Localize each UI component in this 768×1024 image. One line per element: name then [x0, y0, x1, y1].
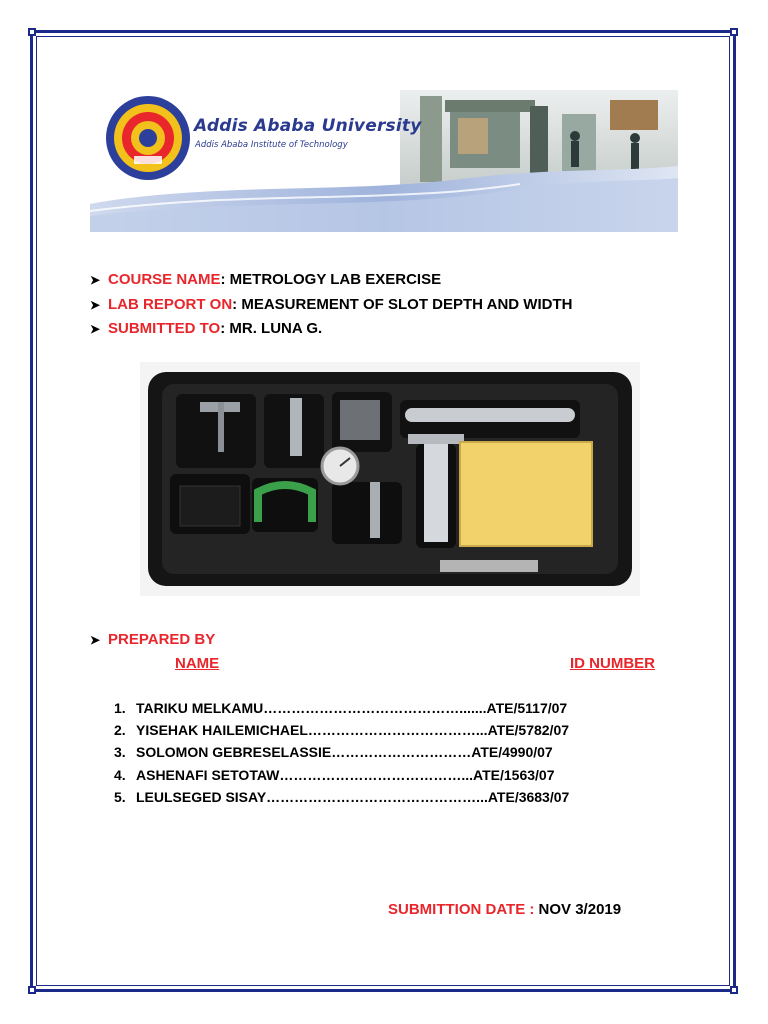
banner-graphic — [90, 86, 678, 232]
submission-date-value: NOV 3/2019 — [538, 901, 622, 918]
list-item-text: ASHENAFI SETOTAW…………………………………...ATE/1563/07 — [136, 767, 555, 783]
list-item-text: SOLOMON GEBRESELASSIE…………………………ATE/4990/07 — [136, 744, 553, 760]
course-name-label: COURSE NAME — [108, 271, 221, 288]
university-banner — [90, 86, 678, 232]
list-item-text: YISEHAK HAILEMICHAEL………………………………...ATE/5782/07 — [136, 722, 570, 738]
prepared-by-line — [90, 631, 215, 648]
list-item-number: 5. — [114, 789, 126, 805]
submitted-to-value: : MR. LUNA G. — [220, 320, 323, 337]
lab-report-value: : MEASUREMENT OF SLOT DEPTH AND WIDTH — [232, 296, 573, 313]
list-item — [114, 767, 555, 783]
university-name: Addis Ababa University — [194, 116, 422, 136]
list-item — [114, 700, 567, 716]
list-item-text: LEULSEGED SISAY………………………………………...ATE/3683/07 — [136, 789, 570, 805]
id-column-header: ID NUMBER — [570, 655, 655, 672]
course-name-value: : METROLOGY LAB EXERCISE — [220, 271, 442, 288]
border-corner — [28, 986, 36, 994]
arrow-bullet-icon: ➤ — [90, 322, 101, 336]
institute-name: Addis Ababa Institute of Technology — [195, 140, 348, 150]
name-column-header: NAME — [175, 655, 220, 672]
arrow-bullet-icon: ➤ — [90, 633, 101, 647]
list-item — [114, 789, 569, 805]
list-item — [114, 744, 553, 760]
list-item-number: 1. — [114, 700, 126, 716]
submitted-to-label: SUBMITTED TO — [108, 320, 221, 337]
list-item — [114, 722, 569, 738]
submission-date-label: SUBMITTION DATE : — [388, 901, 539, 918]
prepared-by-label: PREPARED BY — [108, 631, 216, 648]
list-item-number: 3. — [114, 744, 126, 760]
submitted-to-line — [90, 320, 322, 337]
arrow-bullet-icon: ➤ — [90, 298, 101, 312]
border-corner — [730, 986, 738, 994]
list-item-text: TARIKU MELKAMU…………………………………….......ATE/5117/07 — [136, 700, 568, 716]
list-item-number: 2. — [114, 722, 126, 738]
arrow-bullet-icon: ➤ — [90, 273, 101, 287]
border-corner — [730, 28, 738, 36]
lab-report-line — [90, 296, 572, 313]
list-item-number: 4. — [114, 767, 126, 783]
lab-report-label: LAB REPORT ON — [108, 296, 233, 313]
course-name-line — [90, 271, 441, 288]
border-corner — [28, 28, 36, 36]
submission-date-line — [388, 901, 621, 918]
metrology-kit-image — [140, 362, 640, 596]
